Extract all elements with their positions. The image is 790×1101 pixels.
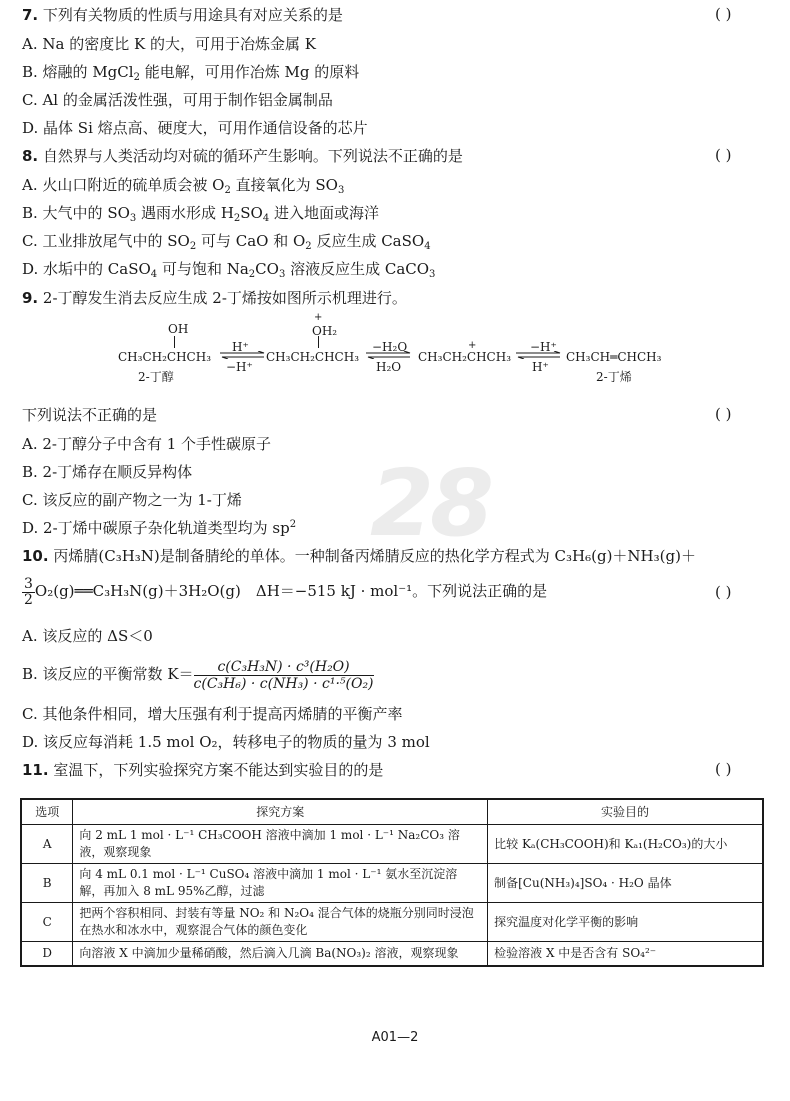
q10-answer-paren: ( ) (715, 583, 732, 601)
q10-option-a: A. 该反应的 ΔS＜0 (22, 627, 153, 645)
q11-stem-text: 室温下，下列实验探究方案不能达到实验目的的是 (53, 761, 384, 779)
q8-option-b: B. 大气中的 $SO_3$ 遇雨水形成 $H_2SO_4$ 进入地面或海洋 (22, 204, 380, 224)
q7-option-b: B. 熔融的 MgCl$_2$ 能电解，可用作冶炼 Mg 的原料 (22, 63, 360, 83)
arrow3-bottom: H⁺ (532, 360, 549, 374)
q7-option-d: D. 晶体 Si 熔点高、硬度大，可用作通信设备的芯片 (22, 119, 368, 137)
q9-answer-paren: ( ) (715, 405, 732, 423)
q10-number: 10. (22, 547, 49, 565)
m3-formula: CH₃CH₂CHCH₃ (418, 350, 512, 364)
q10-fraction: $\frac{3}{2}$ (24, 575, 33, 608)
equilibrium-arrow-1 (220, 351, 266, 359)
m1-name: 2-丁醇 (138, 370, 174, 384)
m2-bond (318, 336, 319, 348)
q8-option-a: A. 火山口附近的硫单质会被 $O_2$ 直接氧化为 $SO_3$ (22, 176, 345, 196)
q10-stem-line2 (22, 574, 547, 614)
q7-answer-paren: ( ) (715, 5, 732, 23)
q10-option-b: B. 该反应的平衡常数 K＝ $\frac{\text{c(C₃H₃N) · c³(H₂O)}}{\text{c(C₃H₆) · c(NH₃) · c¹·⁵(O₂)}}$ (22, 658, 374, 692)
q7-option-c: C. Al 的金属活泼性强，可用于制作铝金属制品 (22, 91, 333, 109)
q9-stem-text: 2-丁醇发生消去反应生成 2-丁烯按如图所示机理进行。 (42, 289, 407, 307)
m3-plus: + (468, 340, 477, 351)
page-number: A01—2 (371, 1030, 419, 1045)
m4-formula: CH₃CH═CHCH₃ (566, 350, 662, 364)
q7-stem-text: 下列有关物质的性质与用途具有对应关系的是 (42, 6, 343, 24)
arrow1-top: H⁺ (232, 340, 249, 354)
q7-option-a: A. Na 的密度比 K 的大，可用于冶炼金属 K (22, 35, 316, 53)
equilibrium-arrow-3 (516, 351, 562, 359)
q9-option-d: D. 2-丁烯中碳原子杂化轨道类型均为 $sp^2$ (22, 519, 297, 537)
q11-stem (22, 760, 383, 780)
m1-oh: OH (168, 322, 189, 336)
equilibrium-constant-fraction: $\frac{\text{c(C₃H₃N) · c³(H₂O)}}{\text{c(C₃H₆) · c(NH₃) · c¹·⁵(O₂)}}$ (193, 658, 374, 692)
table-row: D 向溶液 X 中滴加少量稀硝酸，然后滴入几滴 Ba(NO₃)₂ 溶液，观察现象 检验溶液 X 中是否含有 SO₄²⁻ (21, 942, 763, 966)
q10-option-c: C. 其他条件相同，增大压强有利于提高丙烯腈的平衡产率 (22, 705, 403, 723)
header-plan: 探究方案 (73, 799, 488, 825)
q8-answer-paren: ( ) (715, 146, 732, 164)
q11-answer-paren: ( ) (715, 760, 732, 778)
arrow1-bottom: −H⁺ (226, 360, 253, 374)
q11-number: 11. (22, 761, 49, 779)
q9-number: 9. (22, 289, 39, 307)
m2-plus: + (314, 312, 323, 323)
header-option: 选项 (21, 799, 73, 825)
reaction-mechanism (110, 312, 710, 388)
header-goal: 实验目的 (488, 799, 763, 825)
arrow2-top: −H₂O (372, 340, 408, 354)
m1-formula: CH₃CH₂CHCH₃ (118, 350, 212, 364)
q7-stem (22, 5, 343, 25)
arrow2-bottom: H₂O (376, 360, 402, 374)
arrow3-top: −H⁺ (530, 340, 557, 354)
m2-oh2: OH₂ (312, 324, 338, 338)
q8-stem-text: 自然界与人类活动均对硫的循环产生影响。下列说法不正确的是 (42, 147, 463, 165)
q10-option-d: D. 该反应每消耗 1.5 mol O₂，转移电子的物质的量为 3 mol (22, 733, 430, 751)
q10-stem (22, 546, 696, 566)
m4-name: 2-丁烯 (596, 370, 632, 384)
watermark: 28 (370, 450, 491, 557)
q8-option-c: C. 工业排放尾气中的 $SO_2$ 可与 CaO 和 $O_2$ 反应生成 CaSO$_4$ (22, 232, 431, 252)
q7-number: 7. (22, 6, 39, 24)
q9-option-a: A. 2-丁醇分子中含有 1 个手性碳原子 (22, 435, 272, 453)
q8-option-d: D. 水垢中的 CaSO$_4$ 可与饱和 $Na_2CO_3$ 溶液反应生成 CaCO$_3$ (22, 260, 436, 280)
table-header-row (21, 799, 763, 825)
q9-option-c: C. 该反应的副产物之一为 1-丁烯 (22, 491, 242, 509)
equilibrium-arrow-2 (366, 351, 412, 359)
experiment-table (20, 798, 764, 967)
q9-stem (22, 288, 407, 308)
q8-number: 8. (22, 147, 39, 165)
table-row: C 把两个容积相同、封装有等量 NO₂ 和 N₂O₄ 混合气体的烧瓶分别同时浸泡在热水和冰水中，观察混合气体的颜色变化 探究温度对化学平衡的影响 (21, 903, 763, 942)
q9-sub-stem: 下列说法不正确的是 (22, 406, 158, 424)
q10-stem-post: O₂(g)══C₃H₃N(g)＋3H₂O(g) ΔH＝−515 kJ · mol⁻¹。下列说法正确的是 (34, 582, 548, 600)
q8-stem (22, 146, 463, 166)
table-row: B 向 4 mL 0.1 mol · L⁻¹ CuSO₄ 溶液中滴加 1 mol · L⁻¹ 氨水至沉淀溶解，再加入 8 mL 95%乙醇，过滤 制备[Cu(NH₃)₄]SO₄ · H₂O 晶体 (21, 864, 763, 903)
table-row: A 向 2 mL 1 mol · L⁻¹ CH₃COOH 溶液中滴加 1 mol · L⁻¹ Na₂CO₃ 溶液，观察现象 比较 Kₐ(CH₃COOH)和 Kₐ₁(H₂CO₃)的大小 (21, 825, 763, 864)
m1-bond (174, 336, 175, 348)
q10-stem-pre: 丙烯腈(C₃H₃N)是制备腈纶的单体。一种制备丙烯腈反应的热化学方程式为 C₃H₆(g)＋NH₃(g)＋ (53, 547, 696, 565)
q9-option-b: B. 2-丁烯存在顺反异构体 (22, 463, 193, 481)
m2-formula: CH₃CH₂CHCH₃ (266, 350, 360, 364)
